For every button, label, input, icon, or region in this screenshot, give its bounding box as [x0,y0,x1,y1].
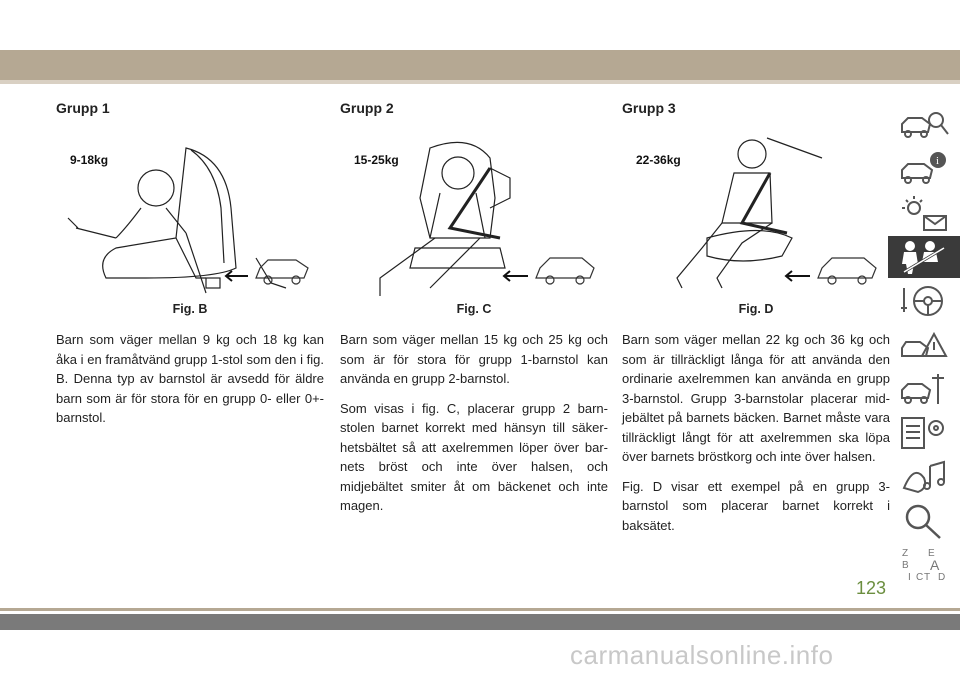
paragraph: Som visas i fig. C, placerar grupp 2 barn-stolen barnet korrekt med hänsyn till säker-hetsbältet så att axelremmen löper över bar-nets bröst och inte över halsen, och midjebältet smiter åt om bäckenet och inte magen. [340,400,608,513]
steering-key-icon[interactable] [888,280,960,322]
watermark: carmanualsonline.info [570,640,834,670]
svg-text:T: T [924,572,931,583]
weight-label: 9-18kg [70,153,109,167]
svg-text:A: A [930,557,940,573]
svg-text:Z: Z [902,548,909,559]
car-search-icon[interactable] [888,104,960,146]
svg-text:D: D [938,572,946,583]
chapter-sidebar [888,104,960,588]
paragraph: Fig. D visar ett exempel på en grupp 3-barnstol som placerar barnet korrekt i baksätet. [622,478,890,533]
column-grupp-2 [340,100,608,526]
section-heading: Grupp 3 [622,100,676,116]
figure-caption: Fig. B [172,302,208,316]
weight-label: 15-25kg [354,153,399,167]
paragraph: Barn som väger mellan 15 kg och 25 kg och som är för stora för grupp 1-barnstol kan använda en grupp 2-barnstol. [340,332,608,386]
column-grupp-3 [622,100,890,545]
page-number: 123 [856,578,887,598]
footer-bar [0,614,960,630]
alphabet-index-icon[interactable] [888,544,960,586]
header-line [0,80,960,84]
roadside-warning-icon[interactable] [888,324,960,366]
footer-line [0,608,960,611]
figure-b [56,128,324,296]
svg-text:i: i [936,155,940,167]
svg-text:E: E [928,548,935,559]
svg-text:B: B [902,560,909,571]
figure-c [340,128,608,296]
paragraph: Barn som väger mellan 22 kg och 36 kg och som är tillräckligt långa för att använda den ordinarie axelremmen kan använda en grupp 3-barnstol. Grupp 3-barnstolar placerar mid-jebältet på barnets bäcken. Barnet måste vara tillräckligt långt för att axelremmen ska löpa över barnets bröstkorg och inte över halsen. [622,332,890,464]
warning-lights-icon[interactable] [888,192,960,234]
weight-label: 22-36kg [636,153,681,167]
section-heading: Grupp 2 [340,100,394,116]
safety-icon[interactable] [888,236,960,278]
header-bar [0,50,960,80]
figure-caption: Fig. D [738,302,774,316]
figure-caption: Fig. C [456,302,492,316]
paragraph: Barn som väger mellan 9 kg och 18 kg kan åka i en framåtvänd grupp 1-stol som den i fig. B. Denna typ av barnstol är avsedd för äldre barn som är för stora för en grupp 0- eller 0+-barnstol. [56,332,324,425]
car-info-icon[interactable] [888,148,960,190]
specs-gear-icon[interactable] [888,412,960,454]
multimedia-icon[interactable] [888,456,960,498]
section-heading: Grupp 1 [56,100,110,116]
top-margin [0,0,960,50]
svg-text:C: C [916,572,924,583]
maintenance-tools-icon[interactable] [888,368,960,410]
search-index-icon[interactable] [888,500,960,542]
figure-d [622,128,890,296]
svg-text:I: I [908,572,911,583]
column-grupp-1 [56,100,324,438]
